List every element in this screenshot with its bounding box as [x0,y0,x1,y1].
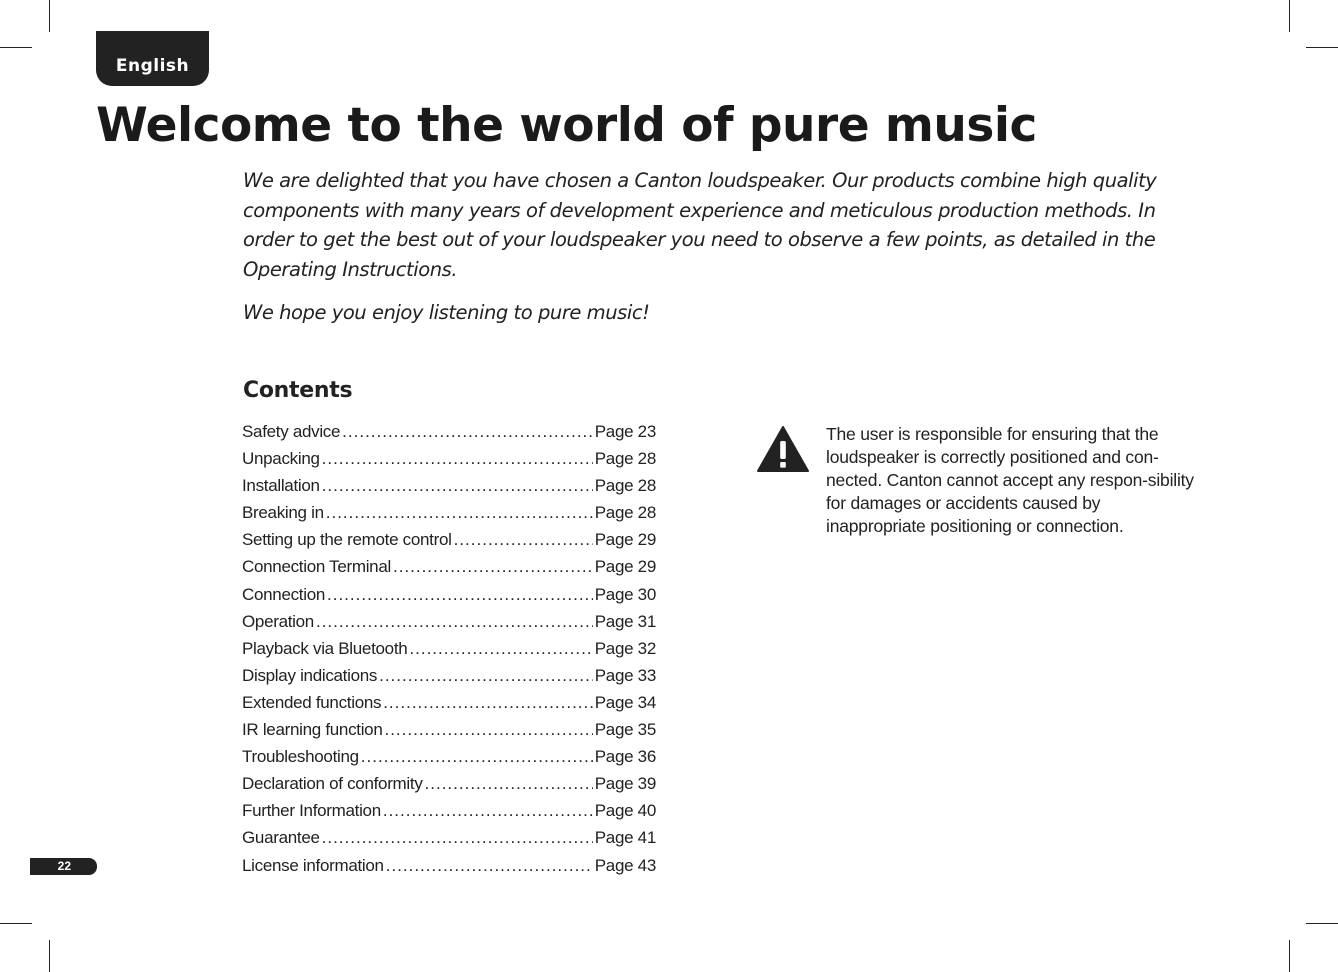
toc-item [242,720,656,747]
table-of-contents [242,422,656,883]
toc-label: Guarantee [242,828,320,848]
toc-leader [322,449,593,469]
toc-leader [342,422,593,442]
crop-mark [49,0,50,32]
toc-leader [322,828,593,848]
toc-item [242,666,656,693]
toc-item [242,449,656,476]
toc-item [242,476,656,503]
toc-label: Display indications [242,665,378,685]
toc-leader [409,639,592,659]
toc-page: Page 28 [594,476,656,496]
warning-icon [756,425,810,473]
toc-page: Page 29 [594,557,656,577]
toc-label: Operation [242,611,314,631]
toc-leader [327,585,593,605]
toc-page: Page 28 [594,503,656,523]
toc-page: Page 34 [594,692,656,712]
toc-page: Page 30 [594,584,656,604]
toc-leader [326,503,593,523]
toc-leader [384,720,592,740]
crop-mark [1289,0,1290,32]
toc-page: Page 40 [594,801,656,821]
toc-page: Page 39 [594,774,656,794]
toc-leader [454,530,593,550]
toc-page: Page 36 [594,747,656,767]
toc-leader [386,856,593,876]
toc-label: Safety advice [242,422,341,441]
crop-mark [1306,923,1338,924]
toc-label: Extended functions [242,692,382,712]
crop-mark [49,940,50,972]
toc-item [242,612,656,639]
toc-label: Unpacking [242,449,320,469]
crop-mark [1289,940,1290,972]
toc-label: Declaration of conformity [242,774,423,794]
toc-leader [383,693,593,713]
toc-item [242,828,656,855]
crop-mark [0,47,32,48]
toc-leader [425,774,593,794]
toc-label: Installation [242,476,320,496]
toc-label: IR learning function [242,720,383,740]
page-title: Welcome to the world of pure music [96,98,1037,153]
contents-heading: Contents [243,378,353,403]
responsibility-notice: The user is responsible for ensuring that the loudspeaker is correctly positioned and con-nected. Canton cannot accept any respon-sibility for damages or accidents caused by inappropriate positioning or connection. [826,424,1194,536]
toc-label: Troubleshooting [242,747,359,767]
toc-page: Page 28 [594,449,656,469]
toc-page: Page 41 [594,828,656,848]
toc-item [242,747,656,774]
toc-page: Page 23 [594,422,656,441]
toc-item [242,801,656,828]
intro-paragraph: We are delighted that you have chosen a Canton loudspeaker. Our products combine high quality components with many years of development experience and meticulous production methods. In order to get the best out of your loudspeaker you need to observe a few points, as detailed in the Operating Instructions. [243,169,1157,281]
toc-leader [393,557,593,577]
toc-page: Page 31 [594,611,656,631]
toc-item [242,503,656,530]
toc-page: Page 29 [594,530,656,550]
toc-item [242,693,656,720]
closing-line: We hope you enjoy listening to pure music! [243,301,650,324]
toc-item [242,530,656,557]
crop-mark [0,923,32,924]
toc-leader [322,476,593,496]
page-number: 22 [30,858,97,875]
toc-page: Page 32 [594,638,656,658]
toc-label: Playback via Bluetooth [242,638,408,658]
toc-label: Connection Terminal [242,557,391,577]
toc-item [242,557,656,584]
toc-label: Further Information [242,801,381,821]
toc-item [242,774,656,801]
crop-mark [1306,47,1338,48]
toc-item [242,585,656,612]
toc-item [242,422,656,449]
toc-page: Page 35 [594,720,656,740]
toc-page: Page 43 [594,855,656,875]
toc-label: Connection [242,584,326,604]
toc-item [242,856,656,883]
toc-page: Page 33 [594,665,656,685]
toc-label: License information [242,855,384,875]
language-tab: English [96,31,209,86]
toc-label: Breaking in [242,503,324,523]
toc-leader [361,747,593,767]
toc-leader [316,612,593,632]
toc-label: Setting up the remote control [242,530,452,550]
toc-leader [383,801,593,821]
toc-item [242,639,656,666]
toc-leader [379,666,593,686]
